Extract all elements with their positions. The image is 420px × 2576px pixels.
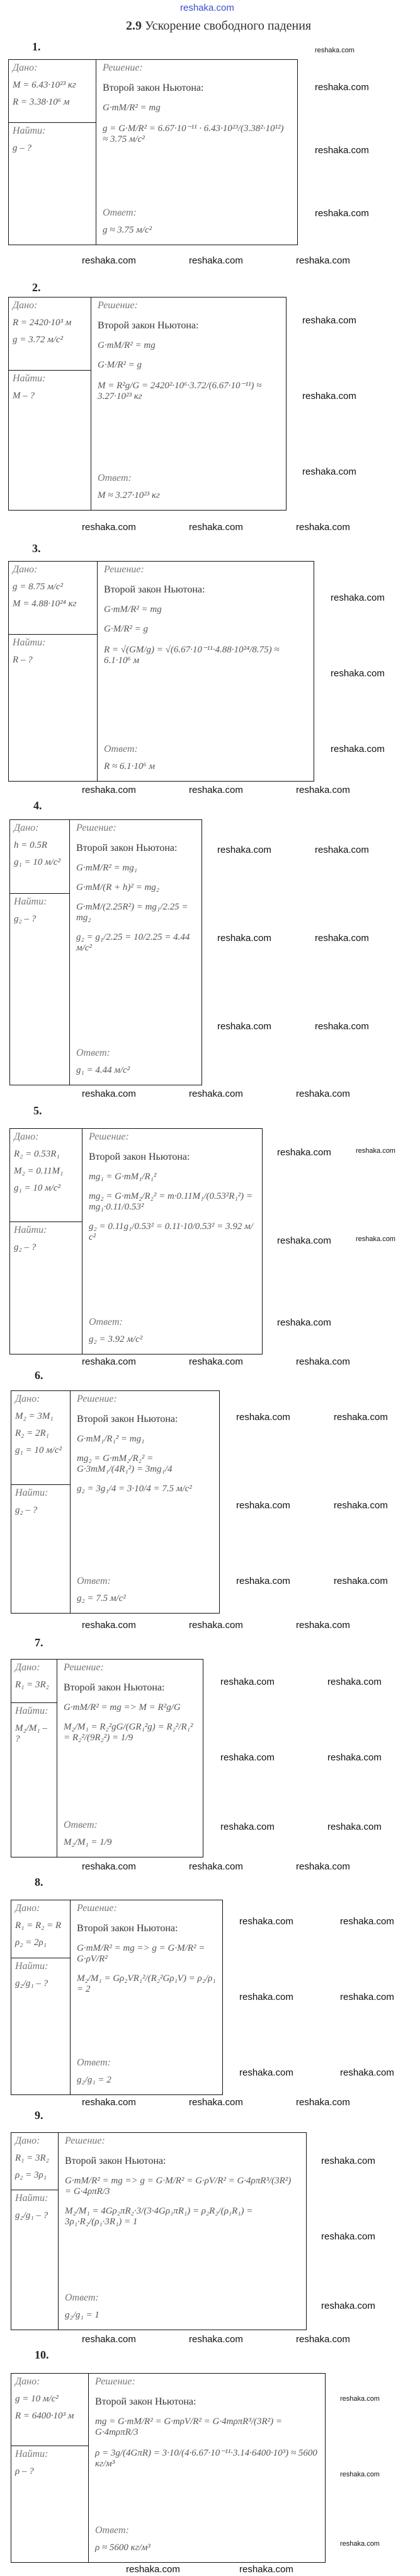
given-value: R₁ = 3R₂ bbox=[15, 1680, 49, 1690]
given-find-column bbox=[9, 562, 98, 781]
watermark-text: reshaka.com bbox=[189, 522, 243, 533]
find-value: M₂/M₁ – ? bbox=[15, 1723, 47, 1744]
problem-table bbox=[8, 297, 287, 511]
watermark-text: reshaka.com bbox=[126, 2564, 180, 2575]
watermark-text: reshaka.com bbox=[327, 1752, 382, 1763]
find-label: Найти: bbox=[13, 373, 46, 384]
solution-steps bbox=[98, 300, 280, 402]
solution-label: Решение: bbox=[98, 300, 138, 311]
answer-value: g ≈ 3.75 м/с² bbox=[103, 225, 152, 235]
solution-section bbox=[71, 1900, 222, 2094]
watermark-text: reshaka.com bbox=[315, 82, 369, 93]
given-label: Дано: bbox=[14, 1131, 39, 1142]
answer-label: Ответ: bbox=[65, 2292, 99, 2303]
solution-label: Решение: bbox=[103, 62, 143, 73]
find-label: Найти: bbox=[15, 1487, 48, 1498]
watermark-text: reshaka.com bbox=[220, 1752, 275, 1763]
watermark-text: reshaka.com bbox=[296, 2334, 350, 2345]
find-value: M – ? bbox=[13, 391, 35, 401]
find-section bbox=[9, 371, 91, 510]
answer-section bbox=[104, 744, 307, 778]
watermark-text: reshaka.com bbox=[217, 1021, 271, 1032]
given-find-column bbox=[9, 297, 91, 510]
answer-label: Ответ: bbox=[103, 207, 137, 218]
watermark-text: reshaka.com bbox=[302, 315, 356, 326]
given-value: M₂ = 0.11M₁ bbox=[14, 1166, 64, 1176]
given-find-column bbox=[10, 1129, 82, 1354]
watermark-text: reshaka.com bbox=[331, 668, 385, 679]
answer-label: Ответ: bbox=[64, 1820, 98, 1830]
solution-label: Решение: bbox=[64, 1662, 104, 1673]
watermark-text: reshaka.com bbox=[82, 2334, 136, 2345]
watermark-text: reshaka.com bbox=[340, 1992, 394, 2002]
newton-law-heading: Второй закон Ньютона: bbox=[89, 1152, 190, 1162]
watermark-text: reshaka.com bbox=[82, 785, 136, 795]
watermark-text: reshaka.com bbox=[189, 2097, 243, 2108]
given-value: R₂ = 0.53R₁ bbox=[14, 1149, 60, 1159]
section-number: 2.9 bbox=[126, 19, 142, 33]
site-logo[interactable]: reshaka.com bbox=[180, 3, 234, 13]
watermark-text: reshaka.com bbox=[189, 255, 243, 266]
find-section bbox=[11, 1958, 70, 2094]
watermark-text: reshaka.com bbox=[302, 466, 356, 477]
newton-law-heading: Второй закон Ньютона: bbox=[98, 320, 199, 331]
given-label: Дано: bbox=[14, 823, 39, 833]
given-section bbox=[9, 60, 96, 123]
given-find-column bbox=[11, 2133, 59, 2330]
watermark-text: reshaka.com bbox=[82, 1861, 136, 1872]
watermark-text: reshaka.com bbox=[340, 2067, 394, 2078]
newton-law-heading: Второй закон Ньютона: bbox=[77, 1923, 178, 1934]
problem-number: 10. bbox=[35, 2348, 49, 2361]
formula-step: G·M/R² = g bbox=[104, 624, 149, 634]
watermark-text: reshaka.com bbox=[239, 2564, 293, 2575]
given-section bbox=[9, 562, 97, 635]
solution-steps bbox=[77, 1394, 213, 1494]
solution-label: Решение: bbox=[77, 1394, 117, 1404]
watermark-text: reshaka.com bbox=[189, 1089, 243, 1099]
given-value: g₁ = 10 м/с² bbox=[14, 857, 60, 867]
find-section bbox=[10, 894, 69, 1085]
find-label: Найти: bbox=[14, 896, 47, 907]
watermark-text: reshaka.com bbox=[277, 1235, 331, 1246]
watermark-text: reshaka.com bbox=[315, 145, 369, 156]
find-label: Найти: bbox=[13, 637, 46, 648]
watermark-text: reshaka.com bbox=[189, 1861, 243, 1872]
answer-section bbox=[98, 473, 280, 507]
answer-value: g₂/g₁ = 2 bbox=[77, 2075, 111, 2085]
answer-label: Ответ: bbox=[77, 1576, 111, 1586]
answer-label: Ответ: bbox=[104, 744, 138, 754]
watermark-text: reshaka.com bbox=[327, 1677, 382, 1687]
solution-section bbox=[59, 2133, 306, 2330]
given-label: Дано: bbox=[13, 564, 38, 575]
problem-number: 2. bbox=[32, 281, 41, 294]
given-label: Дано: bbox=[15, 2376, 40, 2387]
problem-table bbox=[11, 1659, 203, 1857]
watermark-text: reshaka.com bbox=[296, 1861, 350, 1872]
answer-section bbox=[76, 1048, 195, 1082]
given-value: R₂ = 2R₁ bbox=[15, 1428, 49, 1438]
watermark-text: reshaka.com bbox=[189, 1356, 243, 1367]
watermark-text: reshaka.com bbox=[334, 1500, 388, 1511]
answer-section bbox=[77, 2057, 216, 2092]
given-find-column bbox=[9, 60, 96, 245]
watermark-text: reshaka.com bbox=[356, 1147, 395, 1155]
answer-section bbox=[95, 2525, 319, 2560]
watermark-text: reshaka.com bbox=[296, 2097, 350, 2108]
watermark-text: reshaka.com bbox=[82, 2097, 136, 2108]
given-section bbox=[10, 1129, 82, 1222]
watermark-text: reshaka.com bbox=[315, 845, 369, 855]
solution-steps bbox=[65, 2135, 300, 2227]
solution-section bbox=[71, 1391, 219, 1613]
watermark-text: reshaka.com bbox=[340, 1916, 394, 1927]
watermark-text: reshaka.com bbox=[321, 2231, 375, 2242]
find-label: Найти: bbox=[15, 1961, 48, 1972]
formula-step: G·mM/R² = mg => M = R²g/G bbox=[64, 1702, 181, 1713]
formula-step: g₂ = g₁/2.25 = 10/2.25 = 4.44 м/с² bbox=[76, 932, 190, 953]
given-find-column bbox=[10, 820, 70, 1085]
given-section bbox=[11, 1900, 70, 1958]
formula-step: R = √(GM/g) = √(6.67·10⁻¹¹·4.88·10²⁴/8.75) ≈ 6.1·10⁶ м bbox=[104, 645, 280, 666]
problem-table bbox=[8, 561, 314, 782]
solution-steps bbox=[76, 823, 195, 954]
watermark-text: reshaka.com bbox=[239, 1992, 293, 2002]
watermark-text: reshaka.com bbox=[277, 1147, 331, 1158]
formula-step: G·mM/(R + h)² = mg₂ bbox=[76, 882, 160, 892]
find-value: ρ – ? bbox=[15, 2466, 34, 2476]
formula-step: mg = G·mM/R² = G·mρV/R² = G·4mρπR³/(3R²) = G·4mρπR/3 bbox=[95, 2417, 283, 2437]
watermark-text: reshaka.com bbox=[331, 592, 385, 603]
watermark-text: reshaka.com bbox=[340, 2395, 380, 2403]
watermark-text: reshaka.com bbox=[239, 1916, 293, 1927]
formula-step: G·mM/R² = mg bbox=[98, 340, 156, 350]
problem-number: 5. bbox=[33, 1104, 42, 1117]
solution-steps bbox=[77, 1903, 216, 1995]
formula-step: M₂/M₁ = Gρ₂VR₁²/(R₂²Gρ₁V) = ρ₂/ρ₁ = 2 bbox=[77, 1973, 216, 1994]
answer-section bbox=[64, 1820, 196, 1854]
watermark-text: reshaka.com bbox=[356, 1235, 395, 1243]
find-label: Найти: bbox=[15, 1706, 48, 1716]
solution-steps bbox=[64, 1662, 196, 1743]
watermark-text: reshaka.com bbox=[296, 522, 350, 533]
find-value: R – ? bbox=[13, 655, 33, 665]
watermark-text: reshaka.com bbox=[315, 47, 355, 54]
given-value: g = 3.72 м/с² bbox=[13, 335, 64, 345]
formula-step: g₂ = 0.11g₁/0.53² = 0.11·10/0.53² = 3.92 м/с² bbox=[89, 1222, 253, 1242]
watermark-text: reshaka.com bbox=[340, 2540, 380, 2548]
solution-section bbox=[89, 2374, 325, 2562]
problem-table bbox=[11, 2132, 307, 2330]
given-value: g = 10 м/с² bbox=[15, 2394, 59, 2404]
given-label: Дано: bbox=[15, 1662, 40, 1673]
given-section bbox=[11, 2374, 88, 2446]
given-section bbox=[11, 2133, 58, 2190]
solution-section bbox=[57, 1660, 203, 1857]
formula-step: G·mM/(2.25R²) = mg₁/2.25 = mg₂ bbox=[76, 902, 188, 923]
given-label: Дано: bbox=[13, 300, 38, 311]
answer-value: g₁ = 4.44 м/с² bbox=[76, 1065, 130, 1075]
watermark-text: reshaka.com bbox=[296, 1089, 350, 1099]
watermark-text: reshaka.com bbox=[296, 1356, 350, 1367]
solution-label: Решение: bbox=[104, 564, 144, 575]
find-label: Найти: bbox=[15, 2193, 48, 2203]
answer-label: Ответ: bbox=[77, 2057, 111, 2068]
answer-section bbox=[89, 1317, 256, 1351]
watermark-text: reshaka.com bbox=[321, 2156, 375, 2166]
watermark-text: reshaka.com bbox=[331, 744, 385, 754]
formula-step: G·mM/R² = mg => g = G·M/R² = G·ρV/R² = G·4ρπR³/(3R²) = G·4ρπR/3 bbox=[65, 2176, 292, 2197]
given-section bbox=[11, 1660, 57, 1703]
problem-table bbox=[11, 1900, 223, 2095]
find-value: g₂/g₁ – ? bbox=[15, 2210, 48, 2221]
newton-law-heading: Второй закон Ньютона: bbox=[64, 1682, 165, 1693]
answer-value: g₂/g₁ = 1 bbox=[65, 2310, 99, 2320]
problem-table bbox=[9, 819, 202, 1085]
solution-section bbox=[91, 297, 286, 510]
watermark-text: reshaka.com bbox=[315, 208, 369, 219]
answer-section bbox=[103, 207, 291, 242]
watermark-text: reshaka.com bbox=[189, 2334, 243, 2345]
watermark-text: reshaka.com bbox=[82, 1620, 136, 1631]
watermark-text: reshaka.com bbox=[315, 1021, 369, 1032]
section-title: Ускорение свободного падения bbox=[145, 19, 312, 33]
given-value: R₁ = R₂ = R bbox=[15, 1920, 62, 1931]
answer-value: g₂ = 7.5 м/с² bbox=[77, 1593, 126, 1603]
problem-number: 4. bbox=[33, 799, 42, 812]
problem-number: 1. bbox=[32, 40, 41, 53]
find-value: g₂ – ? bbox=[14, 1242, 37, 1252]
newton-law-heading: Второй закон Ньютона: bbox=[76, 843, 178, 853]
solution-steps bbox=[95, 2376, 319, 2469]
watermark-text: reshaka.com bbox=[334, 1412, 388, 1423]
find-label: Найти: bbox=[15, 2449, 48, 2459]
formula-step: mg₁ = G·mM₁/R₁² bbox=[89, 1172, 157, 1182]
problem-number: 8. bbox=[35, 1876, 43, 1888]
given-find-column bbox=[11, 1660, 57, 1857]
given-label: Дано: bbox=[13, 62, 38, 73]
find-section bbox=[9, 635, 97, 781]
solution-section bbox=[82, 1129, 262, 1354]
given-value: R = 2420·10³ м bbox=[13, 318, 72, 328]
formula-step: g = G·M/R² = 6.67·10⁻¹¹ · 6.43·10²³/(3.38²·10¹²) ≈ 3.75 м/с² bbox=[103, 124, 284, 144]
find-value: g₂ – ? bbox=[15, 1505, 38, 1515]
solution-steps bbox=[103, 62, 291, 145]
formula-step: mg₂ = G·mM₂/R₂² = G·3mM₁/(4R₁²) = 3mg₁/4 bbox=[77, 1453, 173, 1474]
watermark-text: reshaka.com bbox=[82, 255, 136, 266]
watermark-text: reshaka.com bbox=[82, 1356, 136, 1367]
newton-law-heading: Второй закон Ньютона: bbox=[95, 2396, 196, 2407]
given-find-column bbox=[11, 2374, 89, 2562]
watermark-text: reshaka.com bbox=[277, 1317, 331, 1328]
watermark-text: reshaka.com bbox=[327, 1822, 382, 1832]
solution-label: Решение: bbox=[77, 1903, 117, 1914]
answer-value: M ≈ 3.27·10²³ кг bbox=[98, 490, 160, 500]
problem-table bbox=[8, 59, 298, 245]
answer-label: Ответ: bbox=[89, 1317, 123, 1327]
watermark-text: reshaka.com bbox=[217, 845, 271, 855]
formula-step: M = R²g/G = 2420²·10⁶·3.72/(6.67·10⁻¹¹) ≈ 3.27·10²³ кг bbox=[98, 381, 262, 401]
find-value: g₂/g₁ – ? bbox=[15, 1978, 48, 1989]
watermark-text: reshaka.com bbox=[296, 1620, 350, 1631]
given-value: g₁ = 10 м/с² bbox=[15, 1445, 62, 1455]
find-value: g₂ – ? bbox=[14, 914, 37, 924]
formula-step: G·mM/R² = mg => g = G·M/R² = G·ρV/R² bbox=[77, 1943, 205, 1964]
given-value: M₂ = 3M₁ bbox=[15, 1411, 54, 1421]
formula-step: mg₂ = G·mM₂/R₂² = m·0.11M₁/(0.53²R₁²) = mg₁·0.11/0.53² bbox=[89, 1191, 253, 1212]
watermark-text: reshaka.com bbox=[189, 785, 243, 795]
problem-table bbox=[9, 1128, 263, 1354]
problem-number: 9. bbox=[35, 2109, 43, 2122]
given-label: Дано: bbox=[15, 2135, 40, 2146]
given-value: M = 4.88·10²⁴ кг bbox=[13, 599, 77, 609]
find-section bbox=[10, 1222, 82, 1354]
formula-step: G·mM/R² = mg bbox=[104, 604, 162, 615]
problem-number: 6. bbox=[35, 1369, 43, 1382]
problem-table bbox=[11, 2373, 326, 2563]
solution-section bbox=[96, 60, 297, 245]
given-label: Дано: bbox=[15, 1394, 40, 1404]
formula-step: G·M/R² = g bbox=[98, 360, 142, 370]
find-section bbox=[11, 2446, 88, 2562]
solution-section bbox=[98, 562, 314, 781]
watermark-text: reshaka.com bbox=[189, 1620, 243, 1631]
answer-value: ρ ≈ 5600 кг/м³ bbox=[95, 2543, 150, 2553]
watermark-text: reshaka.com bbox=[82, 1089, 136, 1099]
problem-table bbox=[11, 1390, 220, 1614]
given-value: g₁ = 10 м/с² bbox=[14, 1183, 60, 1193]
watermark-text: reshaka.com bbox=[236, 1576, 290, 1586]
watermark-text: reshaka.com bbox=[239, 2067, 293, 2078]
solution-steps bbox=[89, 1131, 256, 1243]
watermark-text: reshaka.com bbox=[220, 1822, 275, 1832]
formula-step: G·mM₁/R₁² = mg₁ bbox=[77, 1434, 145, 1444]
find-label: Найти: bbox=[13, 125, 46, 136]
given-section bbox=[10, 820, 69, 894]
watermark-text: reshaka.com bbox=[321, 2301, 375, 2311]
watermark-text: reshaka.com bbox=[340, 2471, 380, 2478]
answer-label: Ответ: bbox=[76, 1048, 110, 1058]
find-section bbox=[9, 123, 96, 245]
watermark-text: reshaka.com bbox=[236, 1500, 290, 1511]
answer-value: M₂/M₁ = 1/9 bbox=[64, 1837, 112, 1847]
answer-section bbox=[77, 1576, 213, 1610]
given-value: g = 8.75 м/с² bbox=[13, 582, 64, 592]
watermark-text: reshaka.com bbox=[315, 933, 369, 944]
given-value: R = 3.38·10⁶ м bbox=[13, 97, 70, 107]
watermark-text: reshaka.com bbox=[302, 391, 356, 401]
given-value: R = 6400·10³ м bbox=[15, 2411, 74, 2421]
find-value: g – ? bbox=[13, 143, 31, 153]
given-value: M = 6.43·10²³ кг bbox=[13, 80, 76, 90]
solution-steps bbox=[104, 564, 307, 666]
find-section bbox=[11, 2190, 58, 2330]
answer-label: Ответ: bbox=[95, 2525, 129, 2536]
given-value: h = 0.5R bbox=[14, 840, 48, 850]
watermark-text: reshaka.com bbox=[82, 522, 136, 533]
given-value: ρ₂ = 2ρ₁ bbox=[15, 1938, 47, 1948]
watermark-text: reshaka.com bbox=[296, 785, 350, 795]
answer-section bbox=[65, 2292, 300, 2327]
newton-law-heading: Второй закон Ньютона: bbox=[103, 83, 204, 93]
formula-step: M₂/M₁ = R₂²gG/(GR₁²g) = R₂²/R₁² = R₂²/(9R₂²) = 1/9 bbox=[64, 1722, 193, 1743]
watermark-text: reshaka.com bbox=[334, 1576, 388, 1586]
newton-law-heading: Второй закон Ньютона: bbox=[104, 584, 205, 595]
formula-step: ρ = 3g/(4GπR) = 3·10/(4·6.67·10⁻¹¹·3.14·6400·10³) ≈ 5600 кг/м³ bbox=[95, 2448, 317, 2469]
answer-label: Ответ: bbox=[98, 473, 132, 483]
given-label: Дано: bbox=[15, 1903, 40, 1914]
answer-value: g₂ = 3.92 м/с² bbox=[89, 1334, 143, 1344]
find-section bbox=[11, 1703, 57, 1857]
formula-step: G·mM/R² = mg₁ bbox=[76, 863, 137, 873]
given-section bbox=[11, 1391, 70, 1485]
given-value: ρ₂ = 3ρ₁ bbox=[15, 2170, 47, 2180]
given-find-column bbox=[11, 1900, 71, 2094]
given-section bbox=[9, 297, 91, 371]
answer-value: R ≈ 6.1·10⁶ м bbox=[104, 761, 155, 771]
solution-label: Решение: bbox=[65, 2135, 105, 2146]
find-section bbox=[11, 1485, 70, 1613]
page-title bbox=[126, 19, 311, 33]
solution-label: Решение: bbox=[89, 1131, 129, 1142]
problem-number: 7. bbox=[35, 1636, 43, 1649]
newton-law-heading: Второй закон Ньютона: bbox=[77, 1414, 178, 1424]
formula-step: M₂/M₁ = 4Gρ₂πR₂·3/(3·4Gρ₁πR₁) = ρ₂R₂/(ρ₁R₁) = 3ρ₁·R₂/(ρ₁·3R₁) = 1 bbox=[65, 2206, 253, 2227]
watermark-text: reshaka.com bbox=[296, 255, 350, 266]
given-value: R₁ = 3R₂ bbox=[15, 2153, 49, 2163]
solution-section bbox=[70, 820, 201, 1085]
solution-label: Решение: bbox=[76, 823, 116, 833]
newton-law-heading: Второй закон Ньютона: bbox=[65, 2156, 166, 2166]
watermark-text: reshaka.com bbox=[220, 1677, 275, 1687]
given-find-column bbox=[11, 1391, 71, 1613]
solution-label: Решение: bbox=[95, 2376, 135, 2387]
watermark-text: reshaka.com bbox=[236, 1412, 290, 1423]
formula-step: g₂ = 3g₁/4 = 3·10/4 = 7.5 м/с² bbox=[77, 1484, 192, 1494]
find-label: Найти: bbox=[14, 1225, 47, 1235]
problem-number: 3. bbox=[32, 542, 41, 555]
formula-step: G·mM/R² = mg bbox=[103, 103, 161, 113]
watermark-text: reshaka.com bbox=[217, 933, 271, 944]
